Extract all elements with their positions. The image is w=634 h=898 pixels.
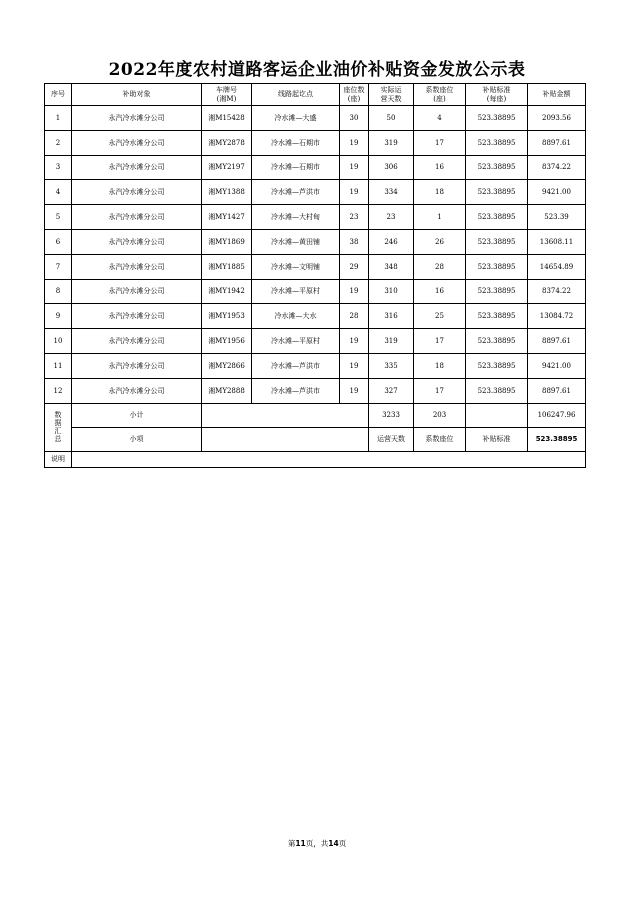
- table-row: [45, 130, 586, 155]
- cell-amount: 8374.22: [528, 155, 586, 180]
- cell-days: 310: [369, 279, 414, 304]
- cell-days: 327: [369, 378, 414, 403]
- note-content: [72, 451, 586, 467]
- cell-target: 永汽冷水滩分公司: [72, 130, 202, 155]
- cell-std: 523.38895: [466, 378, 528, 403]
- cell-seats: 19: [340, 155, 369, 180]
- cell-coef: 4: [414, 106, 466, 131]
- subtotal-label: 小计: [72, 403, 202, 427]
- cell-amount: 9421.00: [528, 180, 586, 205]
- table-row: [45, 229, 586, 254]
- cell-route: 冷水滩—石期市: [252, 155, 340, 180]
- cell-route: 冷水滩—芦洪市: [252, 378, 340, 403]
- cell-coef: 16: [414, 155, 466, 180]
- cell-std: 523.38895: [466, 254, 528, 279]
- header-coef: 系数座位 (座): [414, 84, 466, 106]
- cell-std: 523.38895: [466, 229, 528, 254]
- cell-target: 永汽冷水滩分公司: [72, 229, 202, 254]
- cell-amount: 8374.22: [528, 279, 586, 304]
- item-row: [45, 427, 586, 451]
- cell-plate: 湘MY1953: [202, 304, 252, 329]
- cell-coef: 26: [414, 229, 466, 254]
- cell-days: 316: [369, 304, 414, 329]
- footer-total-pages: 14: [328, 839, 339, 848]
- cell-coef: 17: [414, 329, 466, 354]
- cell-route: 冷水滩—石期市: [252, 130, 340, 155]
- table-row: [45, 205, 586, 230]
- cell-seq: 7: [45, 254, 72, 279]
- page-footer: 第11页，共14页: [287, 839, 347, 848]
- cell-route: 冷水滩—平原村: [252, 329, 340, 354]
- header-seats: 座位数 (座): [340, 84, 369, 106]
- cell-std: 523.38895: [466, 304, 528, 329]
- table-row: [45, 279, 586, 304]
- cell-plate: 湘MY1869: [202, 229, 252, 254]
- cell-seq: 4: [45, 180, 72, 205]
- cell-std: 523.38895: [466, 180, 528, 205]
- cell-amount: 14654.89: [528, 254, 586, 279]
- cell-route: 冷水滩—大盛: [252, 106, 340, 131]
- item-label: 小项: [72, 427, 202, 451]
- cell-amount: 523.39: [528, 205, 586, 230]
- subtotal-std-blank: [466, 403, 528, 427]
- cell-target: 永汽冷水滩分公司: [72, 329, 202, 354]
- cell-seats: 38: [340, 229, 369, 254]
- header-seq: 序号: [45, 84, 72, 106]
- cell-seats: 23: [340, 205, 369, 230]
- cell-std: 523.38895: [466, 205, 528, 230]
- cell-seq: 9: [45, 304, 72, 329]
- cell-days: 50: [369, 106, 414, 131]
- subtotal-blank: [202, 403, 369, 427]
- cell-coef: 1: [414, 205, 466, 230]
- cell-seq: 8: [45, 279, 72, 304]
- cell-target: 永汽冷水滩分公司: [72, 353, 202, 378]
- cell-amount: 13608.11: [528, 229, 586, 254]
- cell-seats: 19: [340, 329, 369, 354]
- subsidy-table: [44, 83, 586, 468]
- cell-amount: 8897.61: [528, 329, 586, 354]
- header-route: 线路起讫点: [252, 84, 340, 106]
- cell-plate: 湘MY2888: [202, 378, 252, 403]
- cell-days: 306: [369, 155, 414, 180]
- cell-seq: 1: [45, 106, 72, 131]
- cell-seats: 19: [340, 130, 369, 155]
- cell-std: 523.38895: [466, 106, 528, 131]
- table-row: [45, 254, 586, 279]
- cell-amount: 13084.72: [528, 304, 586, 329]
- cell-route: 冷水滩—平原村: [252, 279, 340, 304]
- header-std: 补贴标准 (每座): [466, 84, 528, 106]
- header-row: [45, 84, 586, 106]
- summary-group-label: 数 据 汇 总: [45, 403, 72, 451]
- table-row: [45, 329, 586, 354]
- cell-seats: 19: [340, 353, 369, 378]
- cell-target: 永汽冷水滩分公司: [72, 180, 202, 205]
- cell-route: 冷水滩—芦洪市: [252, 180, 340, 205]
- cell-seq: 6: [45, 229, 72, 254]
- cell-coef: 16: [414, 279, 466, 304]
- subtotal-row: [45, 403, 586, 427]
- subtotal-coef: 203: [414, 403, 466, 427]
- table-row: [45, 378, 586, 403]
- cell-plate: 湘MY1956: [202, 329, 252, 354]
- table-row: [45, 353, 586, 378]
- table-row: [45, 304, 586, 329]
- item-std-value: 523.38895: [528, 427, 586, 451]
- subtotal-days: 3233: [369, 403, 414, 427]
- cell-seq: 5: [45, 205, 72, 230]
- cell-days: 348: [369, 254, 414, 279]
- item-days-label: 运营天数: [369, 427, 414, 451]
- cell-std: 523.38895: [466, 353, 528, 378]
- cell-days: 334: [369, 180, 414, 205]
- cell-days: 335: [369, 353, 414, 378]
- cell-days: 319: [369, 329, 414, 354]
- cell-coef: 17: [414, 378, 466, 403]
- header-plate: 车牌号 (湘M): [202, 84, 252, 106]
- note-label: 说明: [45, 451, 72, 467]
- item-std-label: 补贴标准: [466, 427, 528, 451]
- cell-seq: 3: [45, 155, 72, 180]
- cell-seq: 10: [45, 329, 72, 354]
- table-row: [45, 180, 586, 205]
- cell-plate: 湘MY1388: [202, 180, 252, 205]
- note-row: [45, 451, 586, 467]
- cell-plate: 湘MY2866: [202, 353, 252, 378]
- cell-route: 冷水滩—黄田铺: [252, 229, 340, 254]
- cell-plate: 湘MY1942: [202, 279, 252, 304]
- cell-coef: 25: [414, 304, 466, 329]
- cell-seq: 12: [45, 378, 72, 403]
- cell-amount: 2093.56: [528, 106, 586, 131]
- cell-target: 永汽冷水滩分公司: [72, 254, 202, 279]
- cell-days: 23: [369, 205, 414, 230]
- header-amount: 补贴金额: [528, 84, 586, 106]
- cell-plate: 湘MY1885: [202, 254, 252, 279]
- header-target: 补助对象: [72, 84, 202, 106]
- cell-target: 永汽冷水滩分公司: [72, 155, 202, 180]
- cell-std: 523.38895: [466, 130, 528, 155]
- cell-route: 冷水滩—文明铺: [252, 254, 340, 279]
- footer-page-number: 11: [295, 839, 306, 848]
- cell-std: 523.38895: [466, 155, 528, 180]
- cell-seats: 28: [340, 304, 369, 329]
- cell-coef: 17: [414, 130, 466, 155]
- cell-plate: 湘MY2197: [202, 155, 252, 180]
- cell-target: 永汽冷水滩分公司: [72, 304, 202, 329]
- page-title: 2022年度农村道路客运企业油价补贴资金发放公示表: [108, 60, 526, 80]
- cell-days: 319: [369, 130, 414, 155]
- cell-seats: 30: [340, 106, 369, 131]
- cell-plate: 湘MY1427: [202, 205, 252, 230]
- cell-coef: 28: [414, 254, 466, 279]
- cell-target: 永汽冷水滩分公司: [72, 279, 202, 304]
- cell-seats: 29: [340, 254, 369, 279]
- cell-target: 永汽冷水滩分公司: [72, 106, 202, 131]
- cell-seats: 19: [340, 378, 369, 403]
- cell-plate: 湘MY2878: [202, 130, 252, 155]
- cell-seats: 19: [340, 180, 369, 205]
- cell-amount: 8897.61: [528, 378, 586, 403]
- table-row: [45, 106, 586, 131]
- table-row: [45, 155, 586, 180]
- header-days: 实际运 营天数: [369, 84, 414, 106]
- cell-route: 冷水滩—大水: [252, 304, 340, 329]
- cell-seq: 11: [45, 353, 72, 378]
- cell-coef: 18: [414, 180, 466, 205]
- cell-plate: 湘M15428: [202, 106, 252, 131]
- cell-std: 523.38895: [466, 279, 528, 304]
- cell-route: 冷水滩—大村甸: [252, 205, 340, 230]
- item-coef-label: 系数座位: [414, 427, 466, 451]
- cell-seats: 19: [340, 279, 369, 304]
- cell-amount: 9421.00: [528, 353, 586, 378]
- cell-route: 冷水滩—芦洪市: [252, 353, 340, 378]
- cell-target: 永汽冷水滩分公司: [72, 378, 202, 403]
- cell-target: 永汽冷水滩分公司: [72, 205, 202, 230]
- cell-std: 523.38895: [466, 329, 528, 354]
- subtotal-amount: 106247.96: [528, 403, 586, 427]
- cell-seq: 2: [45, 130, 72, 155]
- cell-coef: 18: [414, 353, 466, 378]
- item-blank: [202, 427, 369, 451]
- cell-days: 246: [369, 229, 414, 254]
- cell-amount: 8897.61: [528, 130, 586, 155]
